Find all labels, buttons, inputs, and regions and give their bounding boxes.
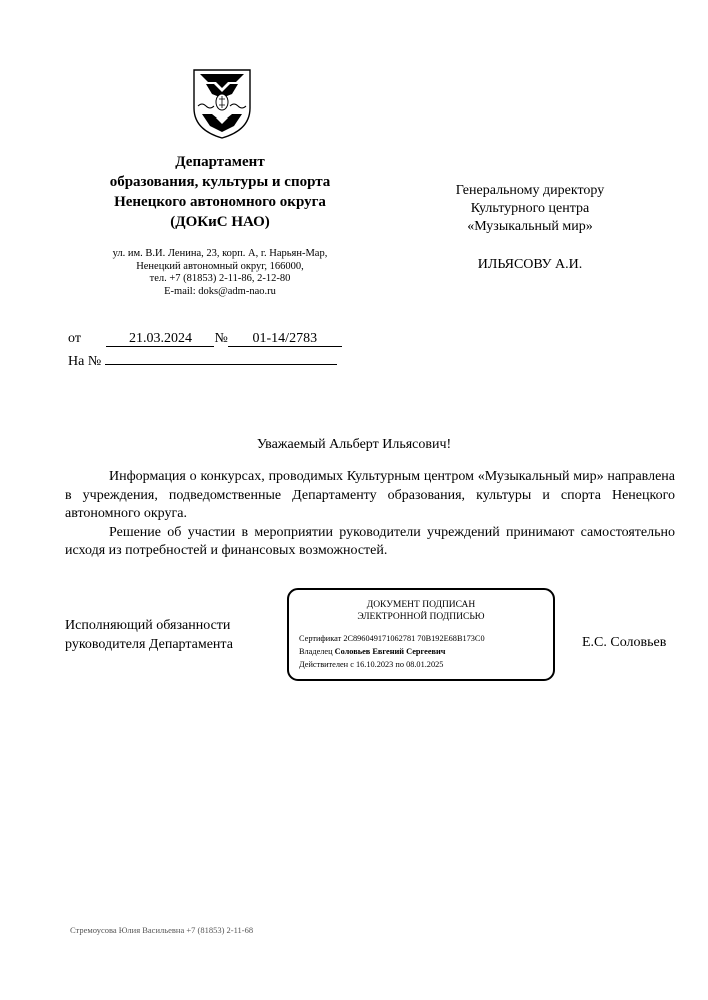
signer-name: Е.С. Соловьев: [582, 635, 667, 650]
address-line: Ненецкий автономный округ, 166000,: [136, 260, 304, 272]
organization-name: [70, 152, 370, 232]
reply-label: На №: [68, 354, 102, 369]
signer-position-line: руководителя Департамента: [65, 637, 233, 652]
org-line: образования, культуры и спорта: [109, 174, 331, 190]
valid-from: 16.10.2023: [355, 660, 394, 669]
number-label: №: [214, 331, 228, 346]
org-line: Ненецкого автономного округа: [114, 194, 326, 210]
recipient-line: «Музыкальный мир»: [467, 219, 593, 234]
stamp-title: [289, 599, 553, 623]
coat-of-arms-emblem-icon: [192, 68, 252, 140]
executor-footer: Стремоусова Юлия Васильевна +7 (81853) 2-11-68: [70, 925, 254, 935]
address-line: тел. +7 (81853) 2-11-86, 2-12-80: [149, 273, 291, 284]
signer-position: [65, 616, 233, 654]
valid-to-label: по: [395, 660, 404, 669]
registration-date-line: [68, 330, 342, 348]
recipient-line: Генеральному директору: [455, 183, 605, 198]
from-label: от: [68, 331, 81, 346]
owner-label: Владелец: [299, 647, 333, 656]
address-line: E-mail: doks@adm-nao.ru: [164, 285, 276, 297]
valid-to: 08.01.2025: [406, 660, 444, 669]
org-line: (ДОКиС НАО): [170, 214, 270, 230]
recipient-line: Культурного центра: [470, 201, 590, 216]
stamp-title-line: ДОКУМЕНТ ПОДПИСАН: [366, 600, 476, 610]
organization-address: [70, 248, 370, 298]
stamp-validity: [299, 660, 443, 669]
stamp-certificate: [299, 634, 485, 643]
valid-label: Действителен: [299, 660, 349, 669]
recipient-block: [420, 182, 640, 274]
stamp-owner: [299, 647, 445, 656]
cert-label: Сертификат: [299, 634, 342, 643]
electronic-signature-stamp: [287, 588, 555, 681]
letter-date: 21.03.2024: [106, 330, 214, 347]
valid-from-label: с: [350, 660, 354, 669]
signer-position-line: Исполняющий обязанности: [65, 618, 231, 633]
reply-reference-line: [68, 348, 337, 371]
reply-number-blank: [105, 348, 337, 365]
owner-value: Соловьев Евгений Сергеевич: [334, 647, 446, 656]
letter-greeting: Уважаемый Альберт Ильясович!: [256, 437, 452, 452]
body-paragraph: Информация о конкурсах, проводимых Культурным центром «Музыкальный мир» направлена в учреждения, подведомственные Департаменту образования, культуры и спорта Ненецкого автономного округа.: [65, 469, 675, 521]
address-line: ул. им. В.И. Ленина, 23, корп. А, г. Нарьян-Мар,: [112, 248, 328, 259]
letter-body: [65, 468, 675, 561]
stamp-title-line: ЭЛЕКТРОННОЙ ПОДПИСЬЮ: [357, 612, 485, 622]
org-line: Департамент: [175, 154, 265, 170]
recipient-name: ИЛЬЯСОВУ А.И.: [477, 257, 583, 272]
letter-number: 01-14/2783: [228, 330, 342, 347]
cert-value: 2C896049171062781 70B192E68B173C0: [343, 634, 485, 643]
body-paragraph: Решение об участии в мероприятии руководители учреждений принимают самостоятельно исходя из потребностей и финансовых возможностей.: [65, 524, 675, 558]
